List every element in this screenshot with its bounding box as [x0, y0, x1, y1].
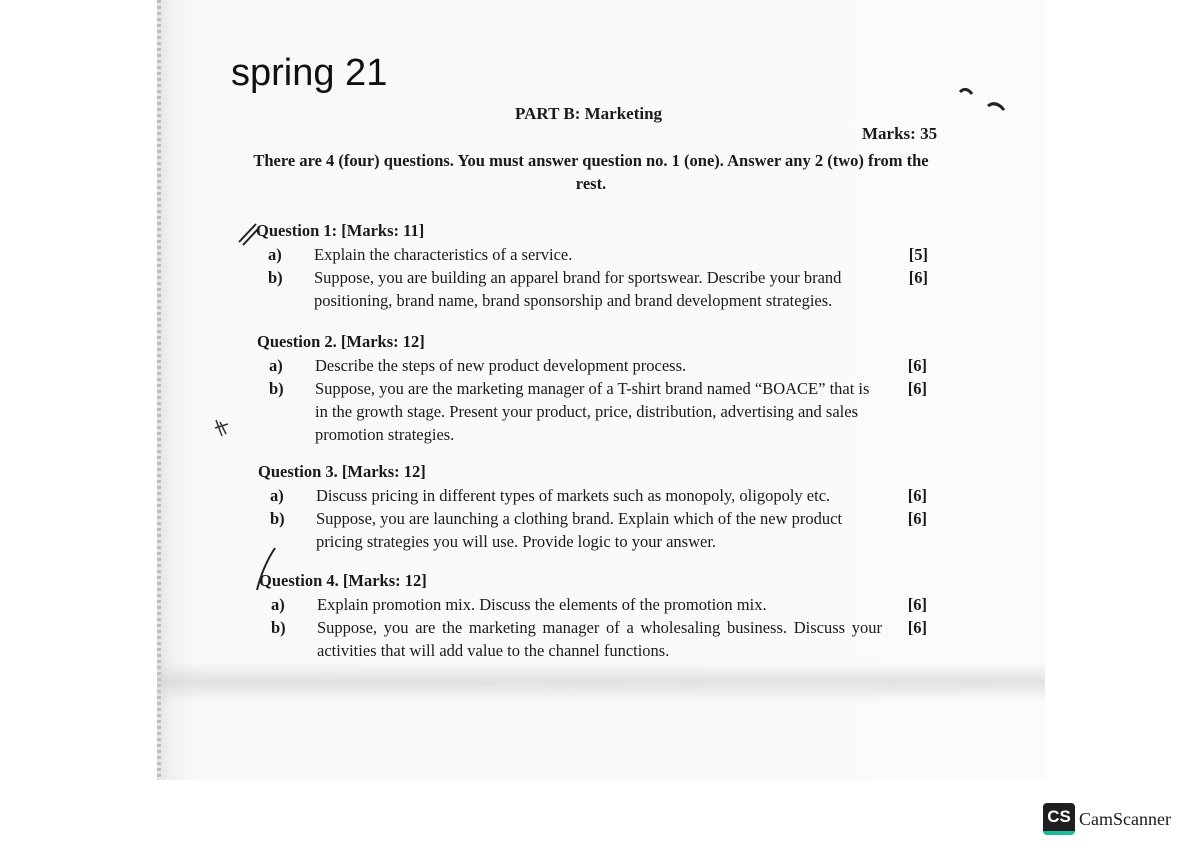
- handwritten-label: spring 21: [231, 52, 388, 94]
- question-2: [257, 330, 927, 446]
- camscanner-logo-icon: CS: [1043, 803, 1075, 835]
- part-marks: [6]: [907, 356, 927, 375]
- question-heading: Question 1: [Marks: 11]: [256, 221, 425, 240]
- part-letter: b): [268, 268, 283, 287]
- part-marks: [6]: [908, 268, 928, 287]
- question-part: [256, 266, 928, 312]
- part-text: Discuss pricing in different types of markets such as monopoly, oligopoly etc.: [316, 486, 831, 505]
- part-text: Suppose, you are the marketing manager of a T-shirt brand named “BOACE” that is in the growth stage. Present your product, price, distribution, advertising and sales promotion strategies.: [315, 379, 870, 444]
- part-text: Explain the characteristics of a service.: [314, 245, 573, 264]
- camscanner-watermark: [1043, 803, 1171, 835]
- part-text: Suppose, you are the marketing manager of a wholesaling business. Discuss your activities that will add value to the channel functions.: [317, 618, 882, 660]
- question-4: [259, 569, 927, 662]
- pen-mark-icon: [958, 84, 1008, 116]
- part-title: PART B: Marketing: [515, 104, 663, 123]
- part-marks: [6]: [907, 486, 927, 505]
- part-letter: a): [271, 595, 285, 614]
- pen-mark-icon: [236, 218, 260, 248]
- part-text: Explain promotion mix. Discuss the elements of the promotion mix.: [317, 595, 767, 614]
- part-marks: [6]: [907, 509, 927, 528]
- question-1: [256, 219, 928, 312]
- question-part: [256, 243, 928, 266]
- question-heading: Question 2. [Marks: 12]: [257, 332, 425, 351]
- total-marks: Marks: 35: [862, 124, 938, 143]
- part-letter: a): [269, 356, 283, 375]
- part-text: Suppose, you are launching a clothing brand. Explain which of the new product pricing strategies you will use. Provide logic to your answer.: [316, 509, 843, 551]
- part-marks: [6]: [907, 595, 927, 614]
- part-marks: [6]: [907, 618, 927, 637]
- fold-shadow: [157, 662, 1045, 702]
- part-letter: b): [269, 379, 284, 398]
- question-part: [259, 593, 927, 616]
- part-text: Describe the steps of new product development process.: [315, 356, 687, 375]
- question-part: [259, 616, 927, 662]
- question-part: [257, 354, 927, 377]
- part-letter: a): [268, 245, 282, 264]
- part-marks: [5]: [908, 245, 928, 264]
- instructions: There are 4 (four) questions. You must answer question no. 1 (one). Answer any 2 (two) from the rest.: [253, 151, 929, 193]
- part-letter: b): [270, 509, 285, 528]
- question-part: [257, 377, 927, 446]
- part-text: Suppose, you are building an apparel brand for sportswear. Describe your brand positioning, brand name, brand sponsorship and brand development strategies.: [314, 268, 842, 310]
- question-heading: Question 4. [Marks: 12]: [259, 571, 427, 590]
- question-3: [258, 460, 927, 553]
- part-letter: a): [270, 486, 284, 505]
- question-part: [258, 507, 927, 553]
- camscanner-name: CamScanner: [1079, 808, 1171, 829]
- question-part: [258, 484, 927, 507]
- part-marks: [6]: [907, 379, 927, 398]
- pen-mark-icon: [253, 546, 281, 594]
- part-letter: b): [271, 618, 286, 637]
- question-heading: Question 3. [Marks: 12]: [258, 462, 426, 481]
- pen-mark-icon: [212, 416, 232, 440]
